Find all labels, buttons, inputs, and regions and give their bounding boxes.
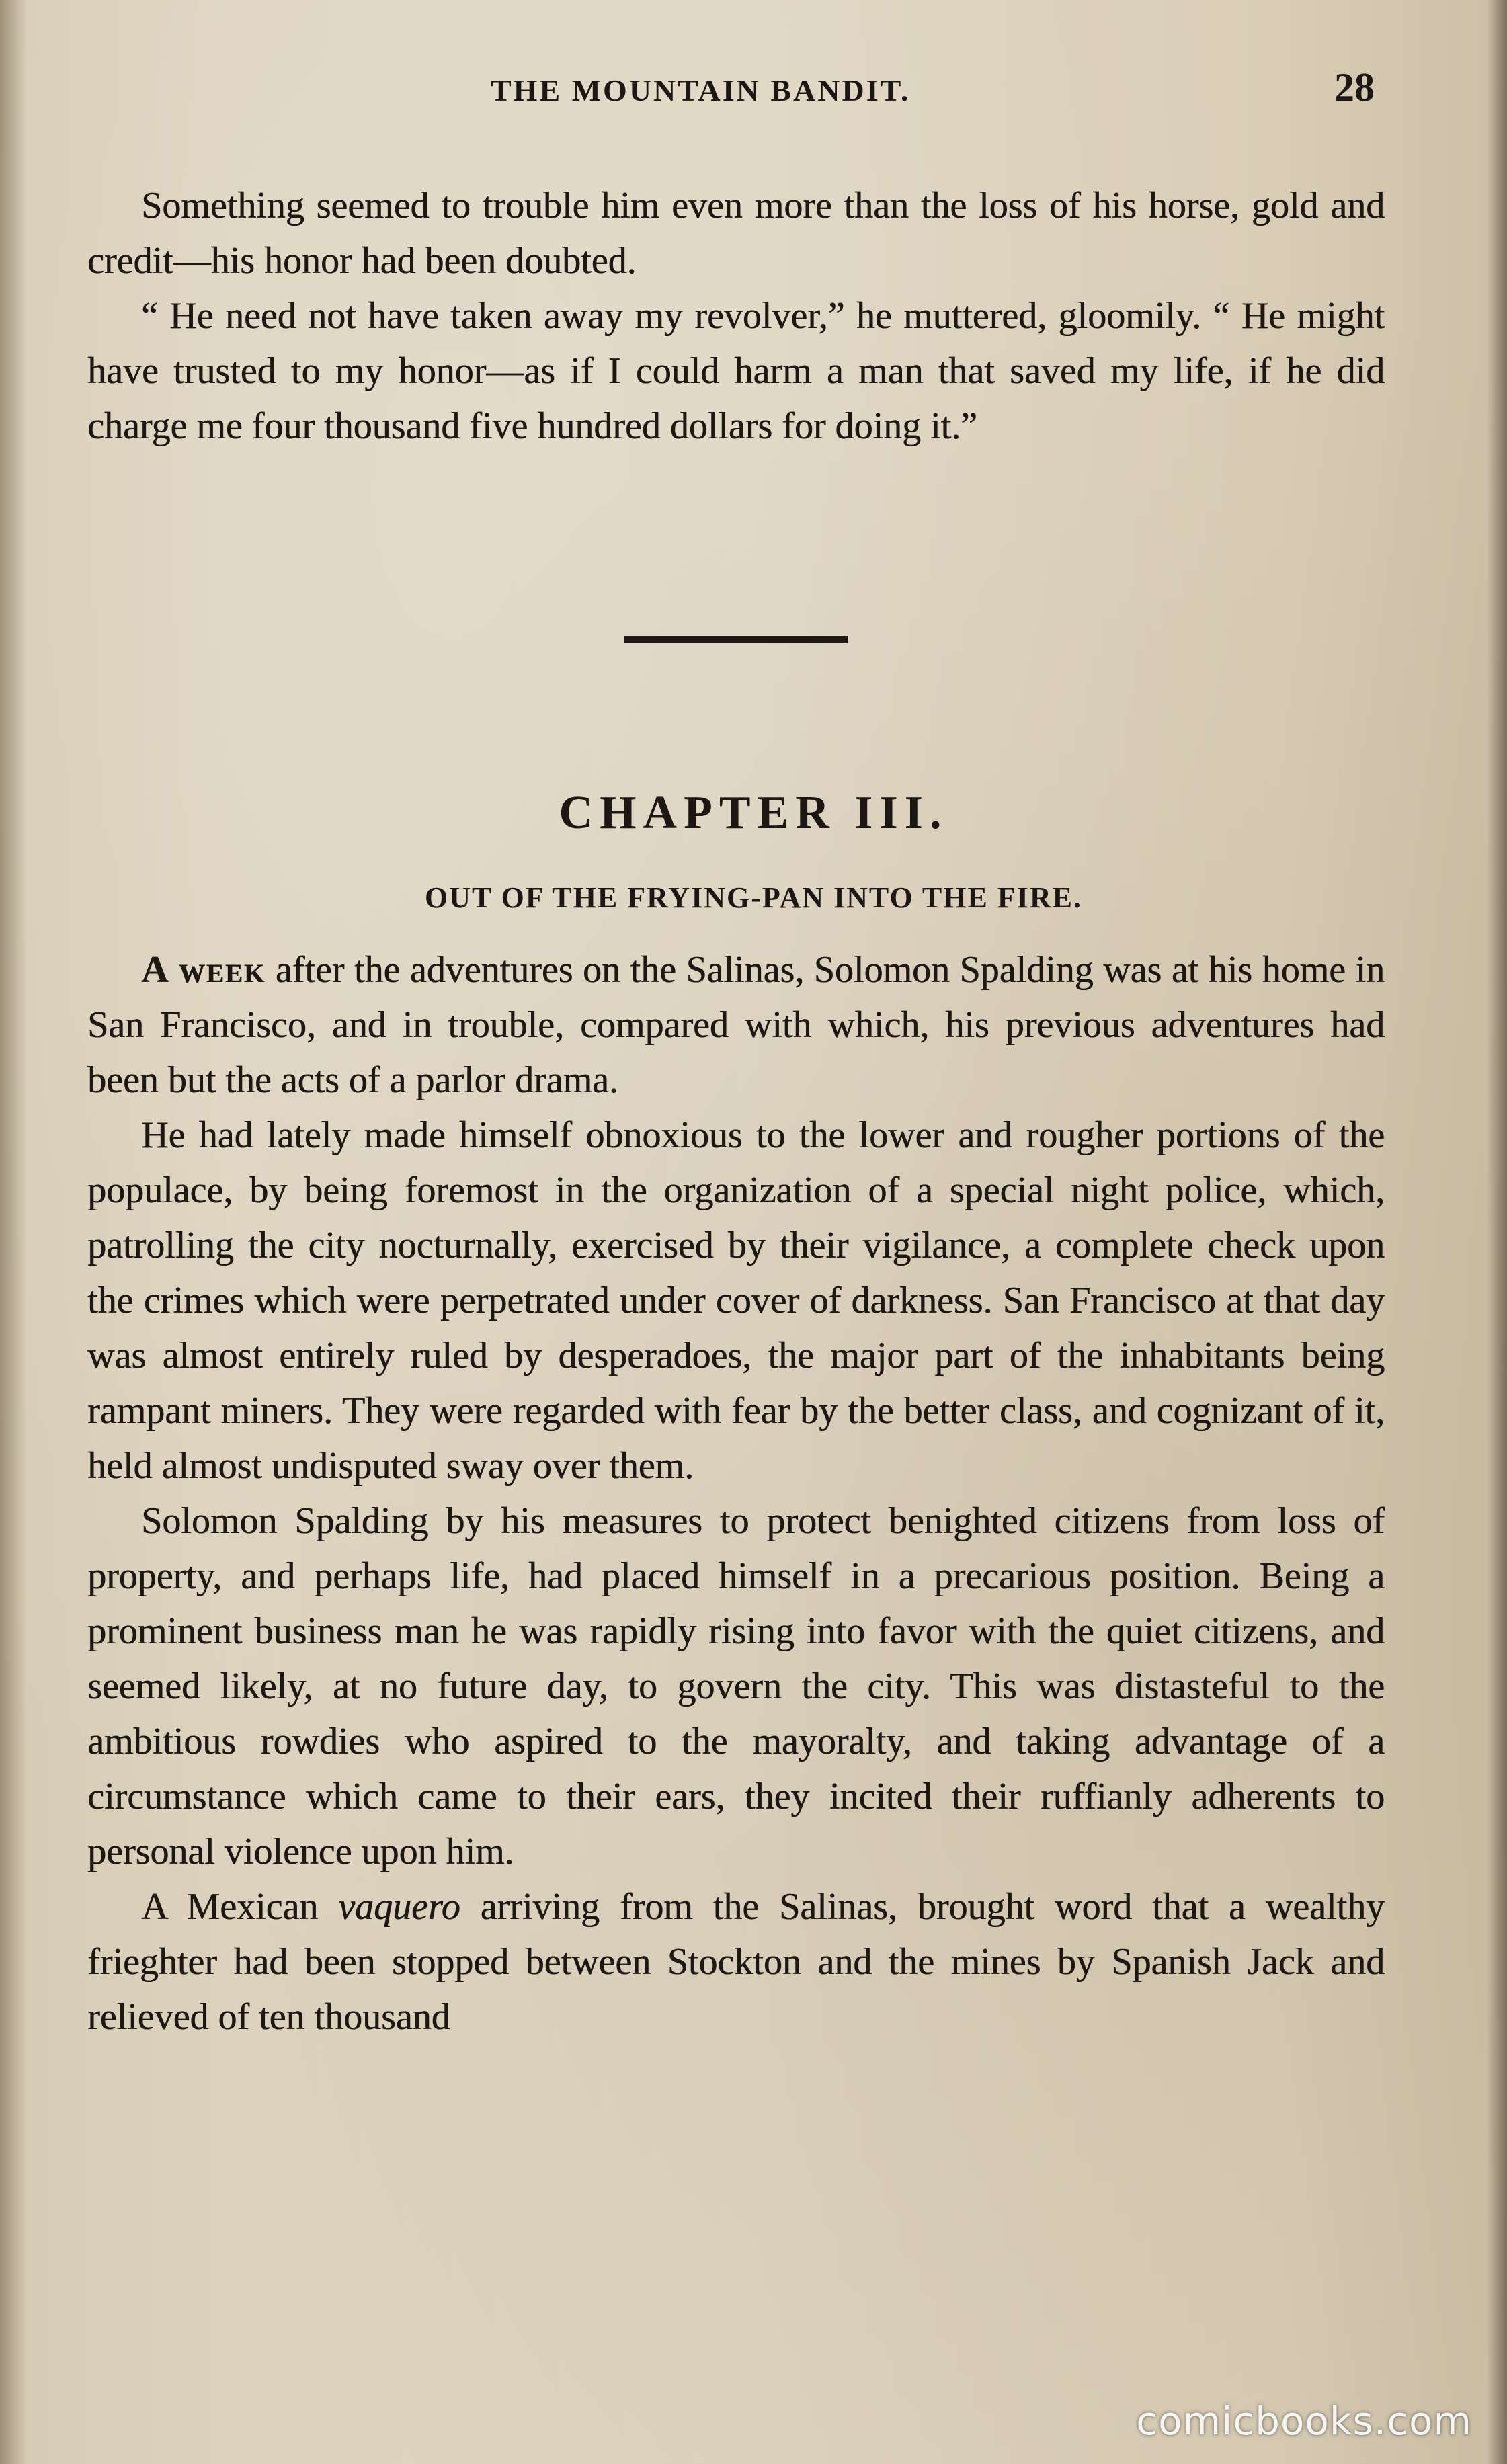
paragraph — [87, 1879, 1385, 2045]
page-edge-shadow-right — [1487, 0, 1507, 2464]
lead-in-words: A week — [141, 949, 266, 991]
watermark: comicbooks.com — [1136, 2398, 1472, 2444]
top-text-block — [87, 178, 1385, 454]
section-divider-rule — [624, 636, 848, 643]
paragraph-text: A Mexican — [141, 1886, 339, 1928]
paragraph: Something seemed to trouble him even more than the loss of his horse, gold and credit—his honor had been doubted. — [87, 185, 1385, 282]
chapter-text-block — [87, 942, 1385, 2045]
paragraph-text: arriving from the Salinas, brought word that a wealthy frieghter had been stopped between Stockton and the mines by Spanish Jack and relieved of ten thousand — [87, 1886, 1385, 2038]
italic-word: vaquero — [338, 1886, 460, 1928]
paragraph — [87, 942, 1385, 1108]
chapter-subtitle: OUT OF THE FRYING-PAN INTO THE FIRE. — [425, 881, 1082, 914]
paragraph: He had lately made himself obnoxious to the lower and rougher portions of the populace, by being foremost in the organization of a special night police, which, patrolling the city nocturnally, exercised by their vigilance, a complete check upon the crimes which were perpetrated under cover of darkness. San Francisco at that day was almost entirely ruled by desperadoes, the major part of the inhabitants being rampant miners. They were regarded with fear by the better class, and cognizant of it, held almost undisputed sway over them. — [87, 1114, 1385, 1487]
paragraph: Solomon Spalding by his measures to protect benighted citizens from loss of property, and perhaps life, had placed himself in a precarious position. Being a prominent business man he was rapidly rising into favor with the quiet citizens, and seemed likely, at no future day, to govern the city. This was distasteful to the ambitious rowdies who aspired to the mayoralty, and taking advantage of a circumstance which came to their ears, they incited their ruffianly adherents to personal violence upon him. — [87, 1500, 1385, 1873]
running-head: THE MOUNTAIN BANDIT. — [491, 73, 911, 108]
paragraph-text: after the adventures on the Salinas, Solomon Spalding was at his home in San Francisco, and in trouble, compared with which, his previous adventures had been but the acts of a parlor drama. — [87, 949, 1385, 1101]
page-edge-shadow-left — [0, 0, 27, 2464]
paragraph: “ He need not have taken away my revolver,” he muttered, gloomily. “ He might have trusted to my honor—as if I could harm a man that saved my life, if he did charge me four thousand five hundred dollars for doing it.” — [87, 295, 1385, 447]
page-number: 28 — [1334, 65, 1375, 110]
chapter-title: CHAPTER III. — [559, 787, 948, 839]
